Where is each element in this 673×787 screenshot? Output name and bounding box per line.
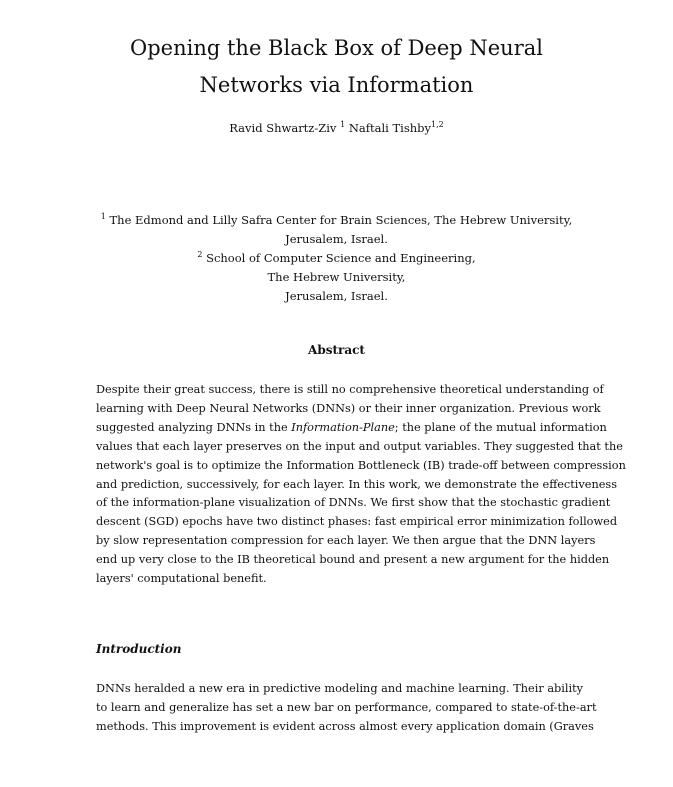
introduction-body bbox=[96, 680, 597, 737]
abstract-line: network's goal is to optimize the Information Bottleneck (IB) trade-off between compression bbox=[96, 458, 626, 472]
abstract-line: learning with Deep Neural Networks (DNNs) or their inner organization. Previous work bbox=[96, 401, 601, 415]
abstract-line: layers' computational benefit. bbox=[96, 572, 267, 586]
author-affiliation-marker: 1 bbox=[340, 120, 346, 129]
title-line-2: Networks via Information bbox=[199, 73, 474, 97]
author-affiliation-marker: 1,2 bbox=[431, 120, 444, 129]
abstract-line: end up very close to the IB theoretical bound and present a new argument for the hidden bbox=[96, 553, 610, 567]
affiliation-text: School of Computer Science and Engineering, bbox=[206, 251, 476, 265]
abstract-line: descent (SGD) epochs have two distinct phases: fast empirical error minimization followed bbox=[96, 515, 618, 529]
introduction-line: DNNs heralded a new era in predictive modeling and machine learning. Their ability bbox=[96, 682, 584, 695]
abstract-emphasis: Information-Plane bbox=[291, 420, 395, 434]
author-list bbox=[0, 121, 673, 135]
affiliations bbox=[0, 211, 673, 306]
abstract-text: suggested analyzing DNNs in the bbox=[96, 420, 292, 434]
title-line-1: Opening the Black Box of Deep Neural bbox=[130, 36, 543, 60]
affiliation-text: The Edmond and Lilly Safra Center for Brain Sciences, The Hebrew University, bbox=[109, 213, 573, 227]
paper-title bbox=[0, 30, 673, 104]
author-name: Ravid Shwartz-Ziv bbox=[229, 121, 337, 135]
affiliation-text: Jerusalem, Israel. bbox=[285, 289, 388, 303]
abstract-line: and prediction, successively, for each layer. In this work, we demonstrate the effectiveness bbox=[96, 477, 618, 491]
section-heading-introduction: Introduction bbox=[96, 642, 182, 656]
introduction-line: methods. This improvement is evident across almost every application domain (Graves bbox=[96, 719, 594, 733]
affiliation-text: The Hebrew University, bbox=[267, 270, 406, 284]
affiliation-marker: 1 bbox=[100, 212, 106, 221]
affiliation-2 bbox=[0, 249, 673, 268]
abstract-line: of the information-plane visualization of DNNs. We first show that the stochastic gradient bbox=[96, 496, 611, 510]
introduction-line: to learn and generalize has set a new bar on performance, compared to state-of-the-art bbox=[96, 700, 597, 714]
affiliation-marker: 2 bbox=[197, 250, 203, 259]
abstract-line bbox=[96, 419, 607, 438]
abstract-text: ; the plane of the mutual information bbox=[394, 420, 607, 434]
author-name: Naftali Tishby bbox=[348, 121, 432, 135]
abstract-body bbox=[96, 381, 626, 589]
affiliation-1 bbox=[0, 211, 673, 230]
affiliation-text: Jerusalem, Israel. bbox=[285, 232, 388, 246]
abstract-line: by slow representation compression for each layer. We then argue that the DNN layers bbox=[96, 534, 596, 548]
abstract-line: values that each layer preserves on the input and output variables. They suggested that the bbox=[96, 439, 623, 453]
abstract-line: Despite their great success, there is still no comprehensive theoretical understanding of bbox=[96, 383, 604, 396]
abstract-heading: Abstract bbox=[308, 343, 365, 357]
